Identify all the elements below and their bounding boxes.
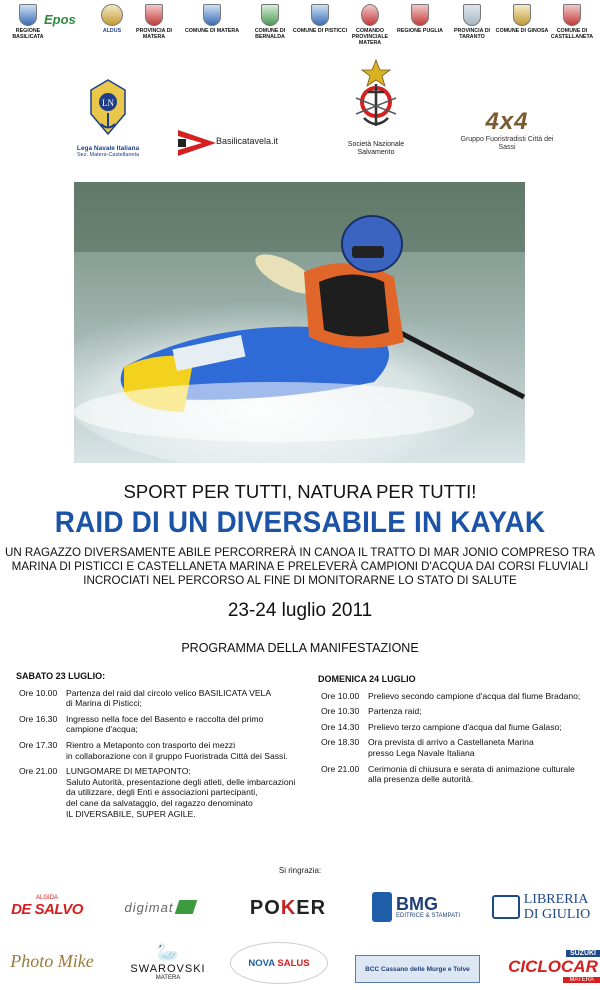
logo-comune-bernalda: COMUNE DI BERNALDA <box>242 2 298 50</box>
crest-icon <box>145 4 163 26</box>
schedule-item: Ore 10.30 Partenza raid; <box>321 706 422 717</box>
logo-provincia-taranto: PROVINCIA DI TARANTO <box>444 2 500 50</box>
logo-comune-ginosa: COMUNE DI GINOSA <box>494 2 550 50</box>
lifesaving-emblem-icon <box>350 58 402 136</box>
bmg-logo-icon <box>372 892 392 922</box>
crest-icon <box>513 4 531 26</box>
sponsor-nova-salus: NOVA SALUS <box>230 942 328 984</box>
logo-comune-pisticci: COMUNE DI PISTICCI <box>292 2 348 50</box>
anchor-emblem-icon <box>81 76 135 138</box>
partner-logos-secondary <box>0 58 600 176</box>
logo-regione-basilicata: REGIONE BASILICATA <box>0 2 56 50</box>
schedule-item: Ore 18.30 Ora prevista di arrivo a Castellaneta Marina presso Lega Navale Italiana <box>321 737 534 758</box>
schedule-item: Ore 10.00 Partenza del raid dal circolo velico BASILICATA VELA di Marina di Pisticci; <box>19 687 272 709</box>
crest-icon <box>563 4 581 26</box>
emblem-icon <box>101 4 123 26</box>
logo-comune-castellaneta: COMUNE DI CASTELLANETA <box>544 2 600 50</box>
sponsor-bmg: BMG EDITRICE & STAMPATI <box>360 888 472 926</box>
sponsor-bcc: BCC Cassano delle Murge e Tolve <box>355 955 480 983</box>
schedule-sunday <box>318 671 588 790</box>
sponsor-desalvo: ALGIDA DE SALVO <box>11 894 83 918</box>
slogan: SPORT PER TUTTI, NATURA PER TUTTI! <box>123 481 477 502</box>
logo-basilicatavela: Basilicatavela.it <box>178 130 298 158</box>
crest-icon <box>261 4 279 26</box>
kayaker-image <box>74 182 525 463</box>
programme-heading: PROGRAMMA DELLA MANIFESTAZIONE <box>181 641 419 655</box>
event-date: 23-24 luglio 2011 <box>227 600 373 621</box>
logo-comune-matera: COMUNE DI MATERA <box>184 2 240 50</box>
logo-lega-navale: LN Lega Navale Italiana Sez. Matera-Castellaneta <box>58 76 158 158</box>
kayak-photo <box>74 182 525 463</box>
logo-comando-provinciale: COMANDO PROVINCIALE MATERA <box>342 2 398 50</box>
sponsor-libreria: LIBRERIA DI GIULIO <box>484 888 598 926</box>
event-description: UN RAGAZZO DIVERSAMENTE ABILE PERCORRERÀ IN CANOA IL TRATTO DI MAR JONIO COMPRESO TRA MARINA DI PISTICCI E CASTELLANETA MARINA E PRELEVERÀ CAMPIONI D'ACQUA DAI CORSI FLUVIALI INCROCIATI NEL PERCORSO AL FINE DI MONITORARNE LO STATO DI SALUTE <box>4 546 596 587</box>
schedule-item: Ore 14.30 Prelievo terzo campione d'acqua dal fiume Galaso; <box>321 721 562 732</box>
crest-icon <box>19 4 37 26</box>
thanks-label: Si ringrazia: <box>278 866 322 875</box>
schedule-item: Ore 17.30 Rientro a Metaponto con trasporto dei mezzi in collaborazione con il gruppo Fuoristrada Città dei Sassi. <box>19 739 288 761</box>
crest-icon <box>203 4 221 26</box>
library-icon <box>492 895 520 919</box>
partner-logos-top <box>0 2 600 50</box>
sponsor-digimat: digimat <box>104 894 216 920</box>
crest-icon <box>411 4 429 26</box>
logo-societa-salvamento: Società Nazionale Salvamento <box>336 58 416 157</box>
schedule-item: Ore 21.00 LUNGOMARE DI METAPONTO: Saluto Autorità, presentazione degli atleti, delle imbarcazioni da utilizzare, degli Enti e associazioni partecipanti, del cane da salvataggio, del ragazzo denominato IL DIVERSABILE, SUPER AGILE. <box>19 766 296 819</box>
sponsor-ciclocar: SUZUKI CICLOCAR MATERA <box>506 944 600 988</box>
schedule-item: Ore 21.00 Cerimonia di chiusura e serata di animazione culturale alla presenza delle autorità. <box>321 763 575 785</box>
logo-aldus: ALDUS <box>84 2 140 50</box>
crest-icon <box>311 4 329 26</box>
sponsor-poker: POKER <box>249 896 327 919</box>
logo-epos: Epos <box>44 12 76 27</box>
day-heading: SABATO 23 LUGLIO: <box>16 671 106 681</box>
schedule-item: Ore 10.00 Prelievo secondo campione d'acqua dal fiume Bradano; <box>321 690 581 701</box>
schedule-item: Ore 16.30 Ingresso nella foce del Basento e raccolta del primo campione d'acqua; <box>19 713 264 735</box>
logo-gruppo-4x4: 4x4 Gruppo Fuoristradisti Città dei Sassi <box>460 108 554 151</box>
crest-icon <box>361 4 379 26</box>
svg-text:LN: LN <box>102 98 114 108</box>
day-heading: DOMENICA 24 LUGLIO <box>318 674 416 684</box>
page-title: RAID DI UN DIVERSABILE IN KAYAK <box>54 506 546 539</box>
logo-provincia-matera: PROVINCIA DI MATERA <box>126 2 182 50</box>
logo-regione-puglia: REGIONE PUGLIA <box>392 2 448 50</box>
crest-icon <box>463 4 481 26</box>
digimat-mark-icon <box>175 900 198 914</box>
sponsor-photo-mike: Photo Mike <box>10 950 94 971</box>
swan-icon: 🦢 <box>156 941 180 962</box>
schedule-saturday <box>16 671 306 824</box>
flag-icon <box>178 130 216 156</box>
sponsor-swarovski: 🦢 SWAROVSKI MATERA <box>130 941 206 981</box>
